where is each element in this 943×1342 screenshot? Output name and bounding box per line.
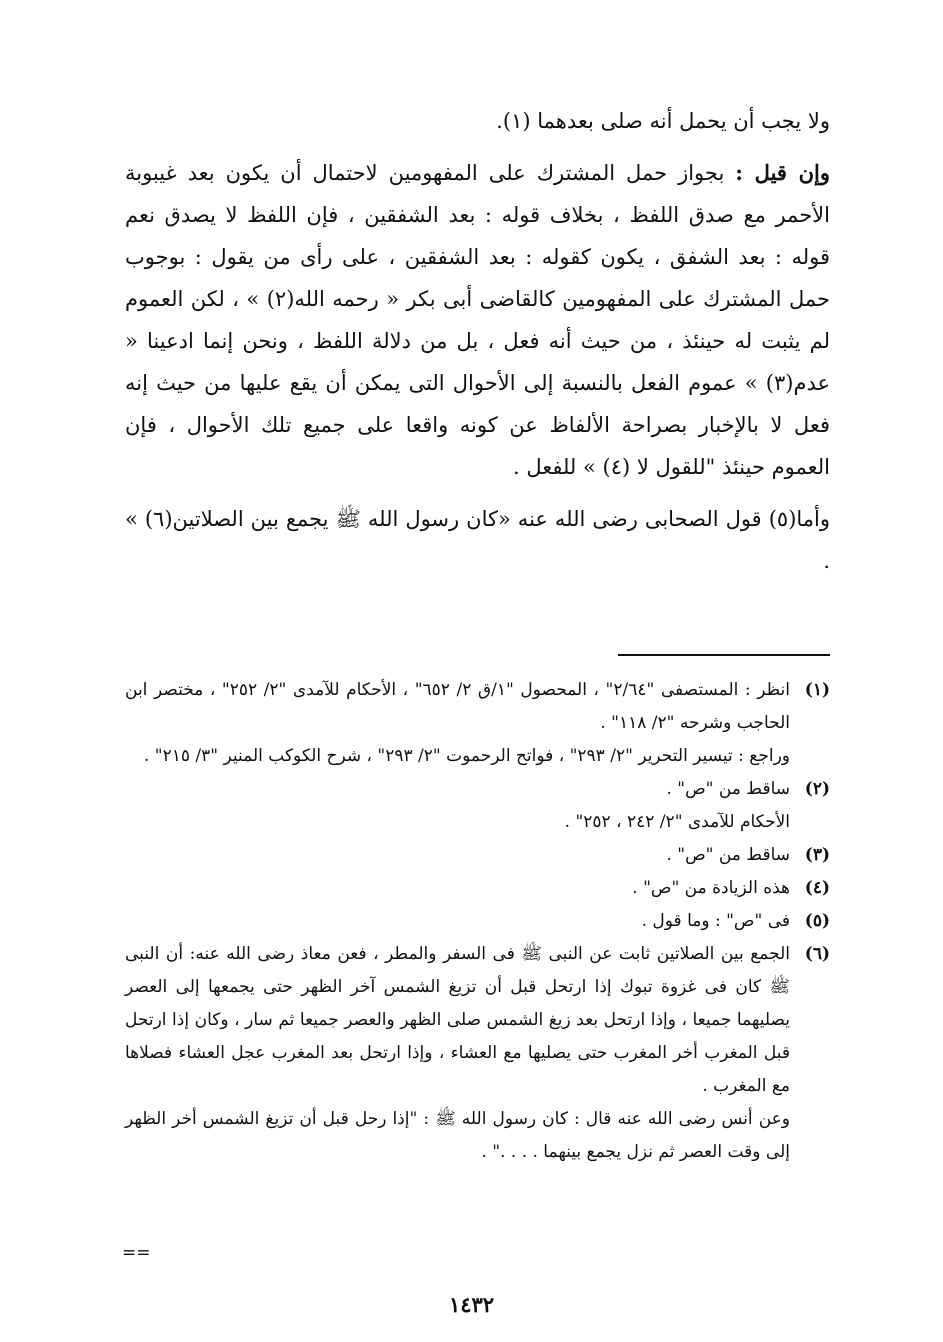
footnote-5 [125, 905, 830, 938]
footnote-separator [618, 654, 830, 656]
footnote-3 [125, 839, 830, 872]
footnote-line: وعن أنس رضى الله عنه قال : كان رسول الله ﷺ : "إذا رحل قبل أن تزيغ الشمس أخر الظهر إلى وقت العصر ثم نزل يجمع بينهما . . . ." . [125, 1109, 790, 1162]
footnote-text [125, 674, 790, 773]
footnote-number: (١) [804, 680, 830, 700]
footnote-1 [125, 674, 830, 773]
page-number: ١٤٣٢ [448, 1292, 495, 1317]
footnote-number: (٤) [804, 878, 830, 898]
footnote-number: (٢) [804, 779, 830, 799]
footnote-line: هذه الزيادة من "ص" . [632, 878, 790, 898]
paragraph-3: وأما(٥) قول الصحابى رضى الله عنه «كان رسول الله ﷺ يجمع بين الصلاتين(٦) » . [125, 507, 831, 573]
paragraph-1: ولا يجب أن يحمل أنه صلى بعدهما (١). [496, 109, 830, 133]
paragraph-2 [125, 152, 830, 488]
footnote-number: (٣) [804, 845, 830, 865]
footnote-number: (٥) [804, 911, 830, 931]
paragraph-2-text: بجواز حمل المشترك على المفهومين لاحتمال أن يكون بعد غيبوبة الأحمر مع صدق اللفظ ، بخلاف قوله : بعد الشفقين ، فإن اللفظ لا يصدق نعم قوله : بعد الشفق ، يكون كقوله : بعد الشفقين ، على رأى من يقول : بوجوب حمل المشترك على المفهومين كالقاضى أبى بكر « رحمه الله(٢) » ، لكن العموم لم يثبت له حينئذ ، من حيث أنه فعل ، بل من دلالة اللفظ ، ونحن إنما ادعينا « عدم(٣) » عموم الفعل بالنسبة إلى الأحوال التى يمكن أن يقع عليها من حيث إنه فعل لا بالإخبار بصراحة الألفاظ عن كونه واقعا على جميع تلك الأحوال ، فإن العموم حينئذ "للقول لا (٤) » للفعل . [125, 161, 830, 479]
footnote-line: فى "ص" : وما قول . [641, 911, 790, 931]
footnote-line: انظر : المستصفى "٢/٦٤" ، المحصول "١/ق ٢/ ٦٥٢" ، الأحكام للآمدى "٢/ ٢٥٢" ، مختصر ابن الحاجب وشرحه "٢/ ١١٨" . [125, 680, 790, 733]
footnote-number: (٦) [804, 944, 830, 964]
footnotes [125, 674, 830, 1169]
main-text [125, 100, 830, 592]
continuation-mark: == [122, 1243, 151, 1263]
footnote-4 [125, 872, 830, 905]
footnote-text [125, 905, 790, 938]
paragraph-2-lead: وإن قيل : [735, 160, 830, 185]
footnote-text [125, 839, 790, 872]
footnote-text [125, 938, 790, 1169]
footnote-text [125, 872, 790, 905]
footnote-2 [125, 773, 830, 839]
footnote-line: الجمع بين الصلاتين ثابت عن النبى ﷺ فى السفر والمطر ، فعن معاذ رضى الله عنه: أن النبى ﷺ كان فى غزوة تبوك إذا ارتحل قبل أن تزيغ الشمس آخر الظهر حتى يجمعها إلى العصر يصليهما جميعا ، وإذا ارتحل بعد زيغ الشمس صلى الظهر والعصر جميعا ثم سار ، وكان إذا ارتحل قبل المغرب أخر المغرب حتى يصليها مع العشاء ، وإذا ارتحل بعد المغرب عجل العشاء فصلاها مع المغرب . [125, 944, 790, 1096]
footnote-line: الأحكام للآمدى "٢/ ٢٤٢ ، ٢٥٢" . [564, 812, 790, 832]
footnote-text [125, 773, 790, 839]
footnote-6 [125, 938, 830, 1169]
footnote-line: ساقط من "ص" . [666, 779, 790, 799]
footnote-line: ساقط من "ص" . [666, 845, 790, 865]
footnote-line: وراجع : تيسير التحرير "٢/ ٢٩٣" ، فواتح الرحموت "٢/ ٢٩٣" ، شرح الكوكب المنير "٣/ ٢١٥" . [143, 746, 790, 766]
